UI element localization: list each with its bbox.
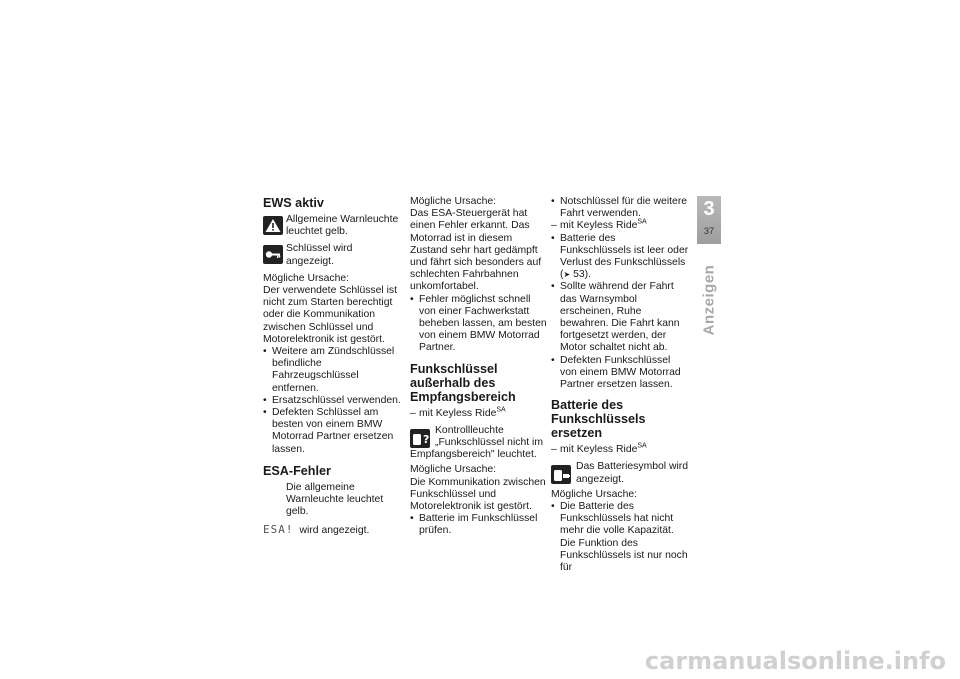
cause-label: Mögliche Ursache:	[551, 488, 638, 500]
section-title-esa: ESA-Fehler	[263, 463, 331, 478]
indicator-row-warning	[263, 214, 401, 238]
list-item	[551, 233, 689, 282]
option-text: mit Keyless Ride	[419, 407, 497, 419]
cause-label: Mögliche Ursache:	[410, 464, 497, 476]
option-line	[410, 408, 548, 420]
indicator-text-esa: Die allgemeine Warnleuchte leuchtet gelb.	[286, 481, 384, 518]
cause-text: Die Kommunikation zwischen Funkschlüssel und Motorelektronik ist gestört.	[410, 476, 546, 513]
svg-text:?: ?	[423, 432, 430, 446]
column-1	[263, 196, 401, 538]
list-item: • Batterie im Funkschlüssel prüfen.	[410, 513, 548, 537]
chapter-tab	[697, 196, 721, 244]
sa-superscript: SA	[637, 442, 647, 450]
indicator-text-remote: Kontrollleuchte „Funkschlüssel nicht im Empfangsbereich" leuchtet.	[410, 424, 543, 461]
key-icon	[263, 245, 283, 264]
section-title-ews: EWS aktiv	[263, 196, 324, 210]
esa-display-row	[263, 524, 401, 537]
esa-symbol: ESA!	[263, 523, 294, 537]
bullet-list	[263, 346, 401, 456]
bullet-text-end: ).	[584, 269, 591, 281]
list-item: • Defekten Funkschlüssel von einem BMW Motorrad Partner ersetzen lassen.	[551, 355, 689, 392]
option-line	[551, 444, 689, 456]
chapter-side-title: Anzeigen	[700, 264, 718, 336]
list-item: • Notschlüssel für die weitere Fahrt verwenden.	[551, 196, 689, 220]
sa-superscript: SA	[637, 218, 647, 226]
indicator-text-battery: Das Batteriesymbol wird angezeigt.	[576, 461, 689, 485]
column-2	[410, 196, 548, 541]
option-text: mit Keyless Ride	[560, 444, 638, 456]
list-item: • Die Batterie des Funkschlüssels hat nicht mehr die volle Kapazität. Die Funktion des Funkschlüssels ist nur noch für	[551, 501, 689, 574]
option-text: mit Keyless Ride	[560, 220, 638, 232]
page-reference-link[interactable]: 53	[573, 269, 585, 281]
indicator-text-key: Schlüssel wird angezeigt.	[286, 243, 353, 267]
remote-key-missing-icon	[410, 429, 430, 448]
section-title-battery: Batterie des Funkschlüssels ersetzen	[551, 398, 646, 441]
sa-superscript: SA	[496, 406, 506, 414]
cause-text: Das ESA-Steuergerät hat einen Fehler erkannt. Das Motorrad ist in diesem Zustand sehr hart gedämpft und fährt sich besonders auf schlechten Fahrbahnen unkomfortabel.	[410, 208, 542, 293]
bullet-list	[551, 501, 689, 574]
indicator-row-esa-warning	[263, 482, 401, 519]
cause-label: Mögliche Ursache:	[263, 272, 350, 284]
indicator-row-key	[263, 243, 401, 267]
bullet-list	[551, 196, 689, 220]
option-line	[551, 220, 689, 232]
list-item: • Sollte während der Fahrt das Warnsymbol erscheinen, Ruhe bewahren. Die Fahrt kann fortgesetzt werden, der Motor schaltet nicht ab.	[551, 281, 689, 354]
cause-text: Der verwendete Schlüssel ist nicht zum Starten berechtigt oder die Kommunikation zwischen Schlüssel und Motorelektronik ist gestört.	[263, 285, 397, 345]
bullet-text: Batterie des Funkschlüssels ist leer oder Verlust des Funkschlüssels (	[560, 232, 689, 281]
column-3	[551, 196, 689, 577]
bullet-list	[410, 294, 548, 355]
esa-shown-text: wird angezeigt.	[299, 525, 370, 537]
list-item: • Weitere am Zündschlüssel befindliche Fahrzeugschlüssel entfernen.	[263, 346, 401, 395]
section-title-out-of-range: Funkschlüssel außerhalb des Empfangsbereich	[410, 361, 516, 404]
bullet-list	[410, 513, 548, 537]
list-item: • Defekten Schlüssel am besten von einem BMW Motorrad Partner ersetzen lassen.	[263, 407, 401, 456]
list-item: • Ersatzschlüssel verwenden.	[263, 395, 401, 407]
bullet-list	[551, 233, 689, 392]
icon-placeholder	[263, 484, 283, 503]
cause-label: Mögliche Ursache:	[410, 196, 497, 207]
watermark: carmanualsonline.info	[644, 647, 946, 675]
list-item: • Fehler möglichst schnell von einer Fachwerkstatt beheben lassen, am besten von einem BMW Motorrad Partner.	[410, 294, 548, 355]
reference-arrow-icon: ➤	[563, 270, 571, 280]
indicator-text-warning: Allgemeine Warnleuchte leuchtet gelb.	[286, 214, 399, 238]
chapter-number: 3	[703, 198, 715, 220]
warning-triangle-icon	[263, 216, 283, 235]
remote-key-battery-icon	[551, 465, 571, 484]
page-number: 37	[703, 226, 714, 236]
